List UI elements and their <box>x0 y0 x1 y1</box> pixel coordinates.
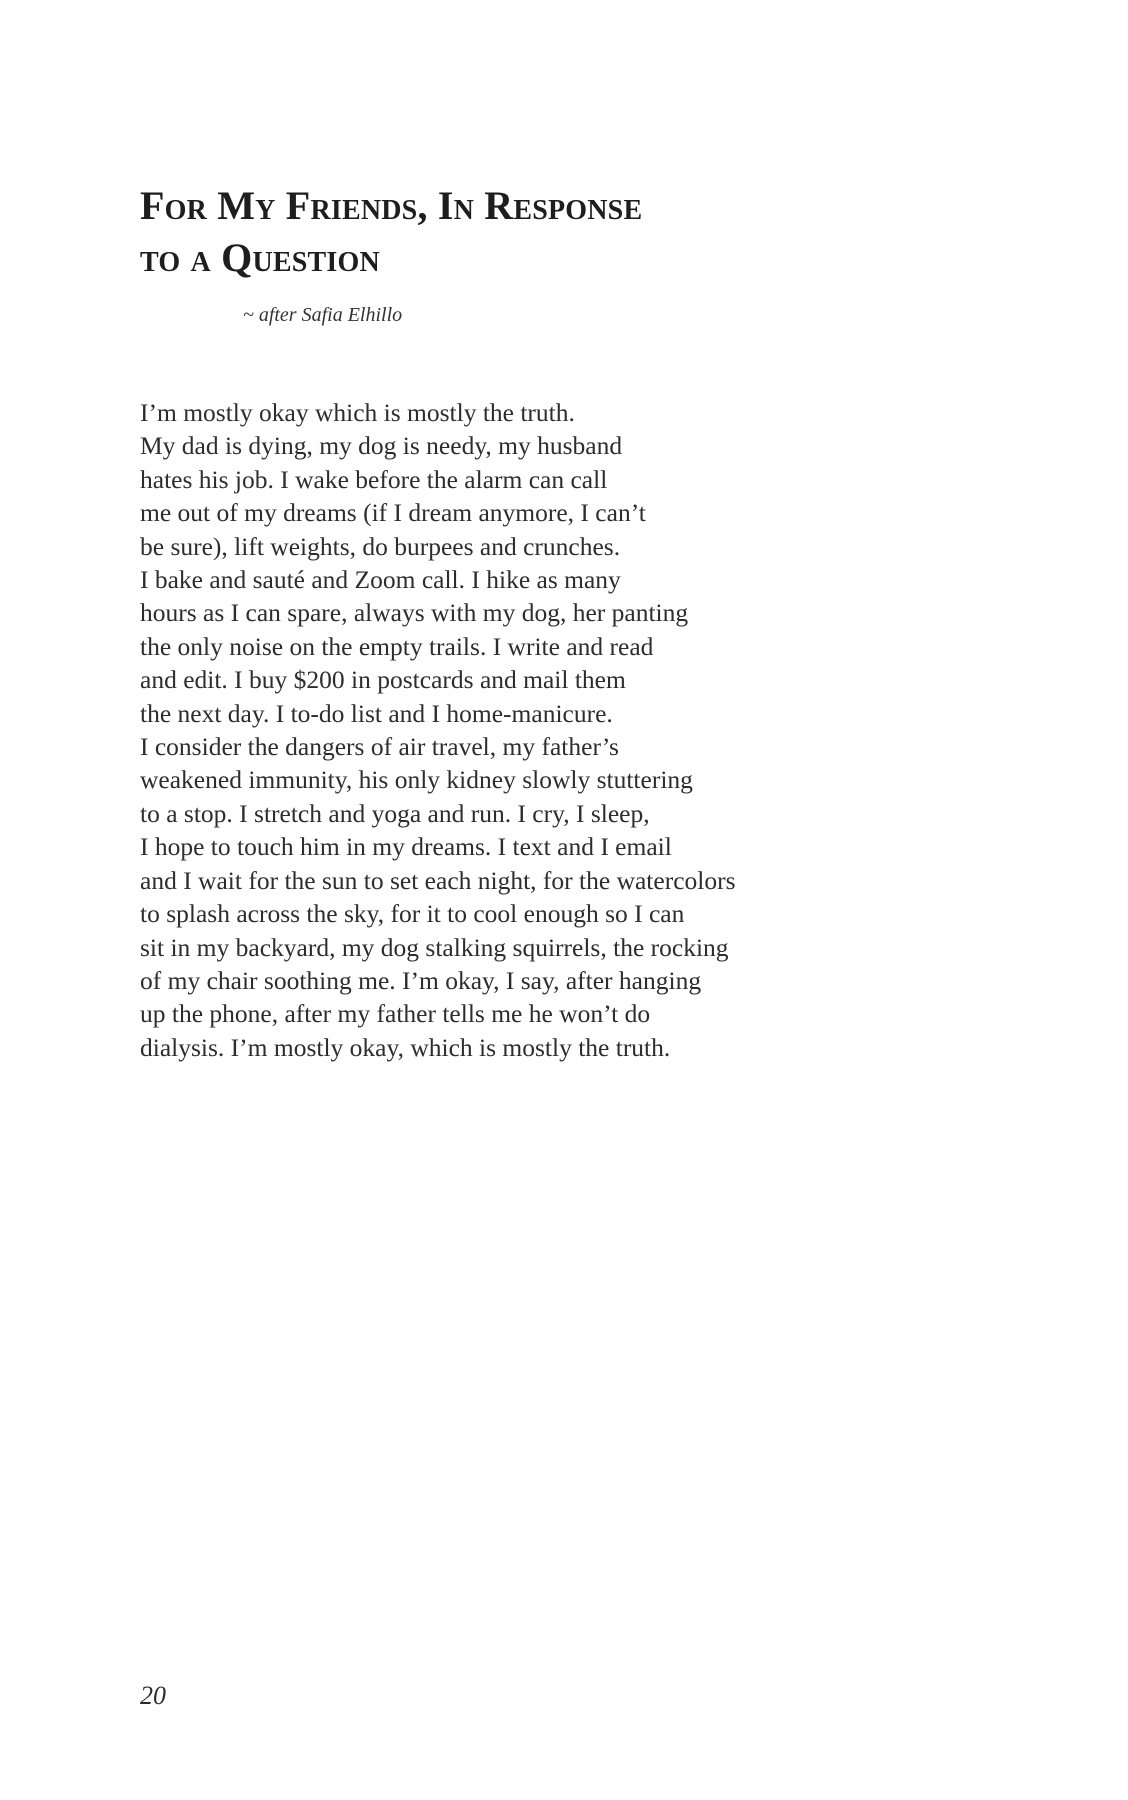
poem-line: I bake and sauté and Zoom call. I hike as many <box>140 565 621 595</box>
page-number: 20 <box>140 1681 166 1710</box>
poem-body <box>140 396 860 1064</box>
poem-line: the next day. I to-do list and I home-manicure. <box>140 698 613 728</box>
poem-line: dialysis. I’m mostly okay, which is mostly the truth. <box>140 1032 671 1062</box>
poem-line: sit in my backyard, my dog stalking squirrels, the rocking <box>140 932 729 962</box>
poem-line: and edit. I buy $200 in postcards and mail them <box>140 665 626 695</box>
poem-line: I’m mostly okay which is mostly the truth. <box>140 398 575 427</box>
poem-line: be sure), lift weights, do burpees and crunches. <box>140 531 621 561</box>
poem-line: weakened immunity, his only kidney slowly stuttering <box>140 765 693 795</box>
poem-line: me out of my dreams (if I dream anymore, I can’t <box>140 498 646 528</box>
poem-line: My dad is dying, my dog is needy, my husband <box>140 431 623 461</box>
poem-line: of my chair soothing me. I’m okay, I say, after hanging <box>140 965 702 995</box>
poem-line: I consider the dangers of air travel, my father’s <box>140 732 619 762</box>
poem-line: the only noise on the empty trails. I write and read <box>140 631 654 661</box>
poem-line: and I wait for the sun to set each night, for the watercolors <box>140 865 736 895</box>
poem-line: I hope to touch him in my dreams. I text and I email <box>140 832 672 862</box>
poem-dedication: ~ after Safia Elhillo <box>243 304 403 326</box>
poem-line: up the phone, after my father tells me he won’t do <box>140 999 651 1029</box>
poem-line: to splash across the sky, for it to cool enough so I can <box>140 899 685 929</box>
poem-line: hates his job. I wake before the alarm can call <box>140 464 608 494</box>
poem-title <box>140 180 840 284</box>
poem-line: to a stop. I stretch and yoga and run. I cry, I sleep, <box>140 798 650 828</box>
poem-title-line-1: For My Friends, In Response <box>140 183 643 228</box>
poem-line: hours as I can spare, always with my dog, her panting <box>140 598 689 628</box>
poem-title-line-2: to a Question <box>140 235 380 280</box>
